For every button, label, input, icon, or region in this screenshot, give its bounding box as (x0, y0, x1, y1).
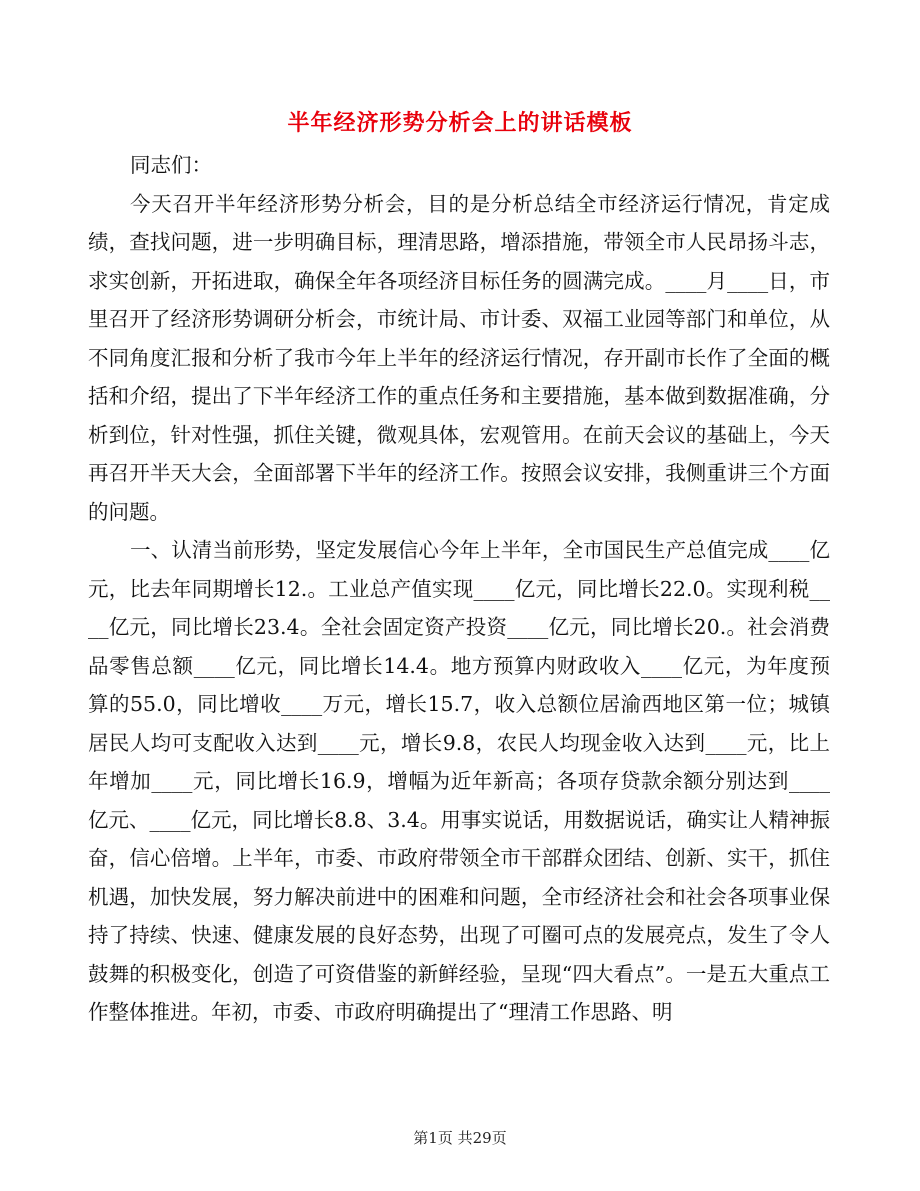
paragraph-section-one: 一、认清当前形势，坚定发展信心今年上半年，全市国民生产总值完成____亿元，比去年同期增长12.。工业总产值实现____亿元，同比增长22.0。实现利税____亿元，同比增长23.4。全社会固定资产投资____亿元，同比增长20.。社会消费品零售总额____亿元，同比增长14.4。地方预算内财政收入____亿元，为年度预算的55.0，同比增收____万元，增长15.7，收入总额位居渝西地区第一位；城镇居民人均可支配收入达到____元，增长9.8，农民人均现金收入达到____元，比上年增加____元，同比增长16.9，增幅为近年新高；各项存贷款余额分别达到____亿元、____亿元，同比增长8.8、3.4。用事实说话，用数据说话，确实让人精神振奋，信心倍增。上半年，市委、市政府带领全市干部群众团结、创新、实干，抓住机遇，加快发展，努力解决前进中的困难和问题，全市经济社会和社会各项事业保持了持续、快速、健康发展的良好态势，出现了可圈可点的发展亮点，发生了令人鼓舞的积极变化，创造了可资借鉴的新鲜经验，呈现“四大看点”。一是五大重点工作整体推进。年初，市委、市政府明确提出了“理清工作思路、明 (88, 538, 830, 1024)
document-body (88, 146, 830, 1032)
salutation: 同志们： (130, 153, 213, 177)
page-number: 第1页 共29页 (413, 1129, 507, 1147)
document-title: 半年经济形势分析会上的讲话模板 (287, 110, 633, 136)
paragraph-intro: 今天召开半年经济形势分析会，目的是分析总结全市经济运行情况，肯定成绩，查找问题，进一步明确目标，理清思路，增添措施，带领全市人民昂扬斗志，求实创新，开拓进取，确保全年各项经济目标任务的圆满完成。____月____日，市里召开了经济形势调研分析会，市统计局、市计委、双福工业园等部门和单位，从不同角度汇报和分析了我市今年上半年的经济运行情况，存开副市长作了全面的概括和介绍，提出了下半年经济工作的重点任务和主要措施，基本做到数据准确，分析到位，针对性强，抓住关键，微观具体，宏观管用。在前天会议的基础上，今天再召开半天大会，全面部署下半年的经济工作。按照会议安排，我侧重讲三个方面的问题。 (88, 191, 830, 524)
